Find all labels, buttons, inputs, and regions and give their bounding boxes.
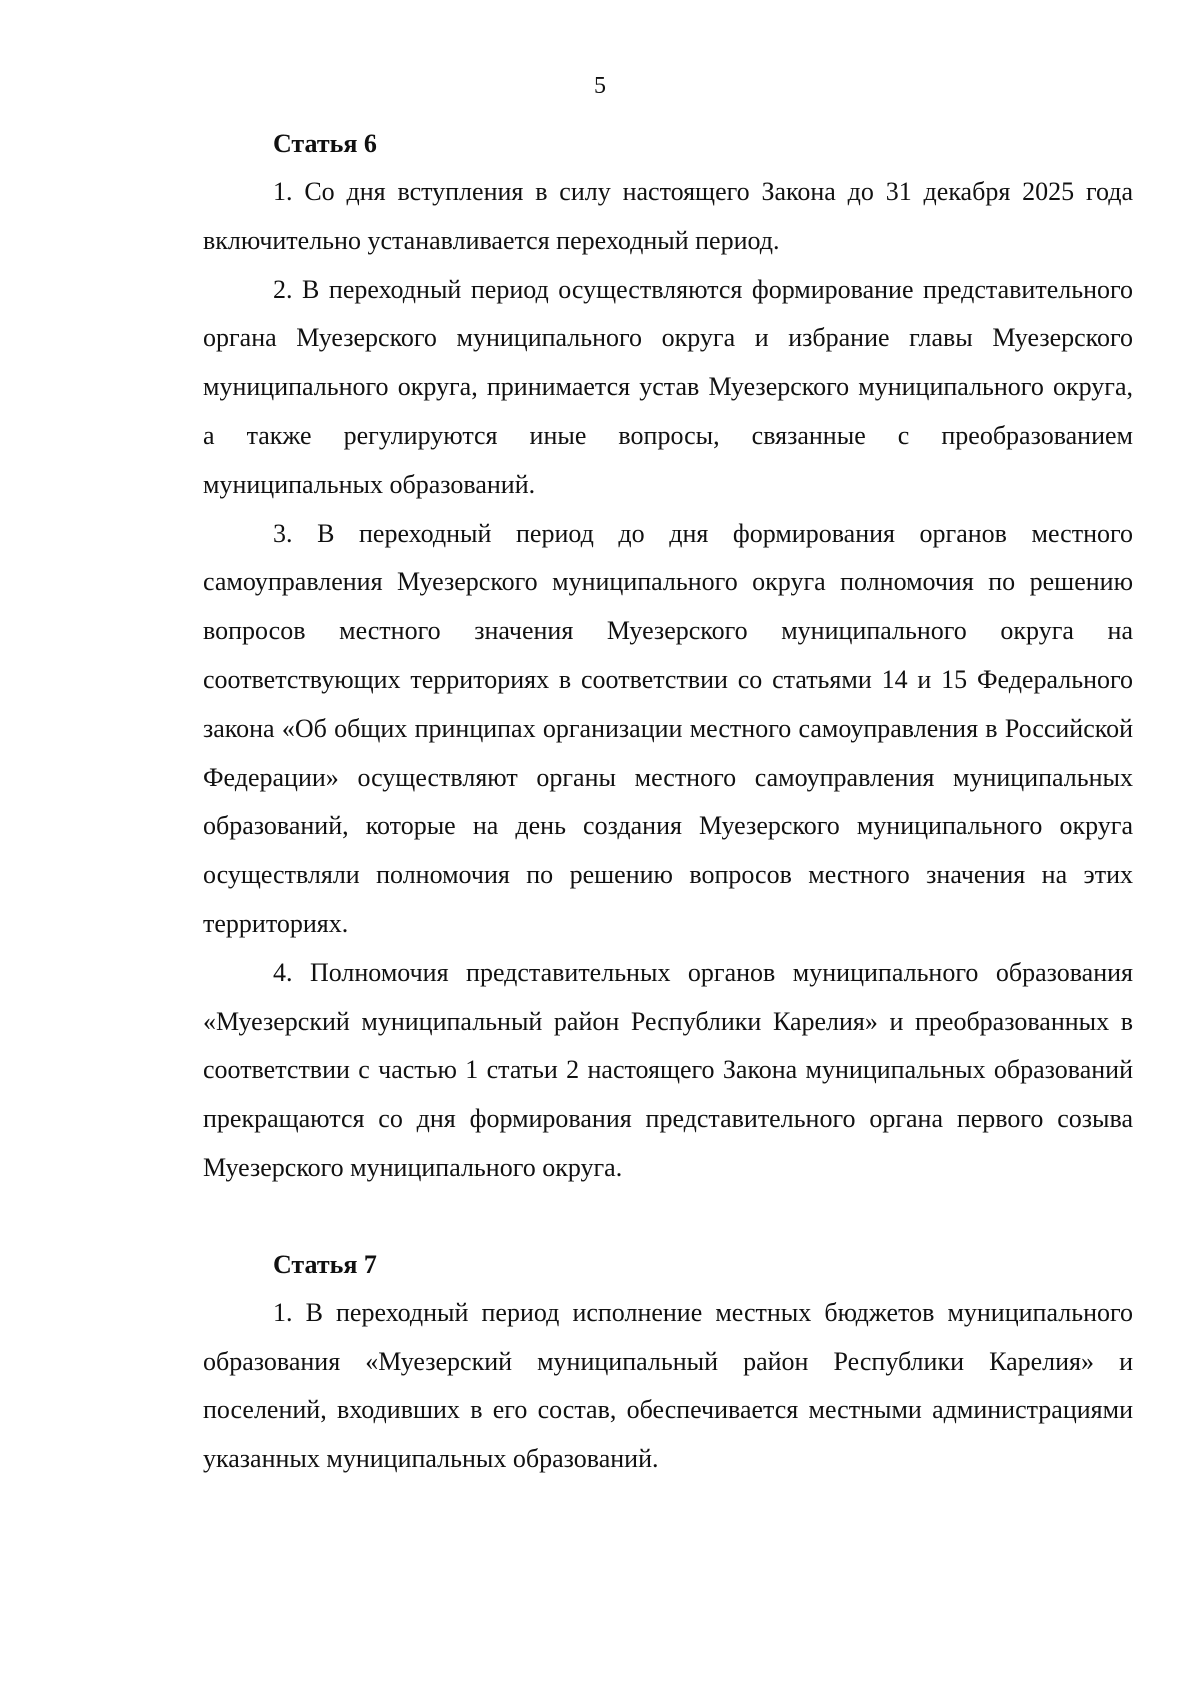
article-6-paragraph-3: 3. В переходный период до дня формирования органов местного самоуправления Муезерского муниципального округа полномочия по решению вопросов местного значения Муезерского муниципального округа на соответствующих территориях в соответствии со статьями 14 и 15 Федерального закона «Об общих принципах организации местного самоуправления в Российской Федерации» осуществляют органы местного самоуправления муниципальных образований, которые на день создания Муезерского муниципального округа осуществляли полномочия по решению вопросов местного значения на этих территориях. <box>203 518 1133 938</box>
article-heading: Статья 6 <box>273 129 377 158</box>
article-heading: Статья 7 <box>273 1249 377 1279</box>
article-7 <box>203 1241 1133 1484</box>
article-6 <box>203 120 1133 1193</box>
page-number: 5 <box>594 73 606 99</box>
article-6-paragraph-4: 4. Полномочия представительных органов муниципального образования «Муезерский муниципальный район Республики Карелия» и преобразованных в соответствии с частью 1 статьи 2 настоящего Закона муниципальных образований прекращаются со дня формирования представительного органа первого созыва Муезерского муниципального округа. <box>203 957 1133 1182</box>
article-7-paragraph-1: 1. В переходный период исполнение местных бюджетов муниципального образования «Муезерский муниципальный район Республики Карелия» и поселений, входивших в его состав, обеспечивается местными администрациями указанных муниципальных образований. <box>203 1297 1133 1474</box>
article-6-paragraph-2: 2. В переходный период осуществляются формирование представительного органа Муезерского муниципального округа и избрание главы Муезерского муниципального округа, принимается устав Муезерского муниципального округа, а также регулируются иные вопросы, связанные с преобразованием муниципальных образований. <box>203 274 1133 499</box>
article-6-paragraph-1: 1. Со дня вступления в силу настоящего Закона до 31 декабря 2025 года включительно устанавливается переходный период. <box>203 177 1133 255</box>
document-body <box>203 120 1133 1484</box>
